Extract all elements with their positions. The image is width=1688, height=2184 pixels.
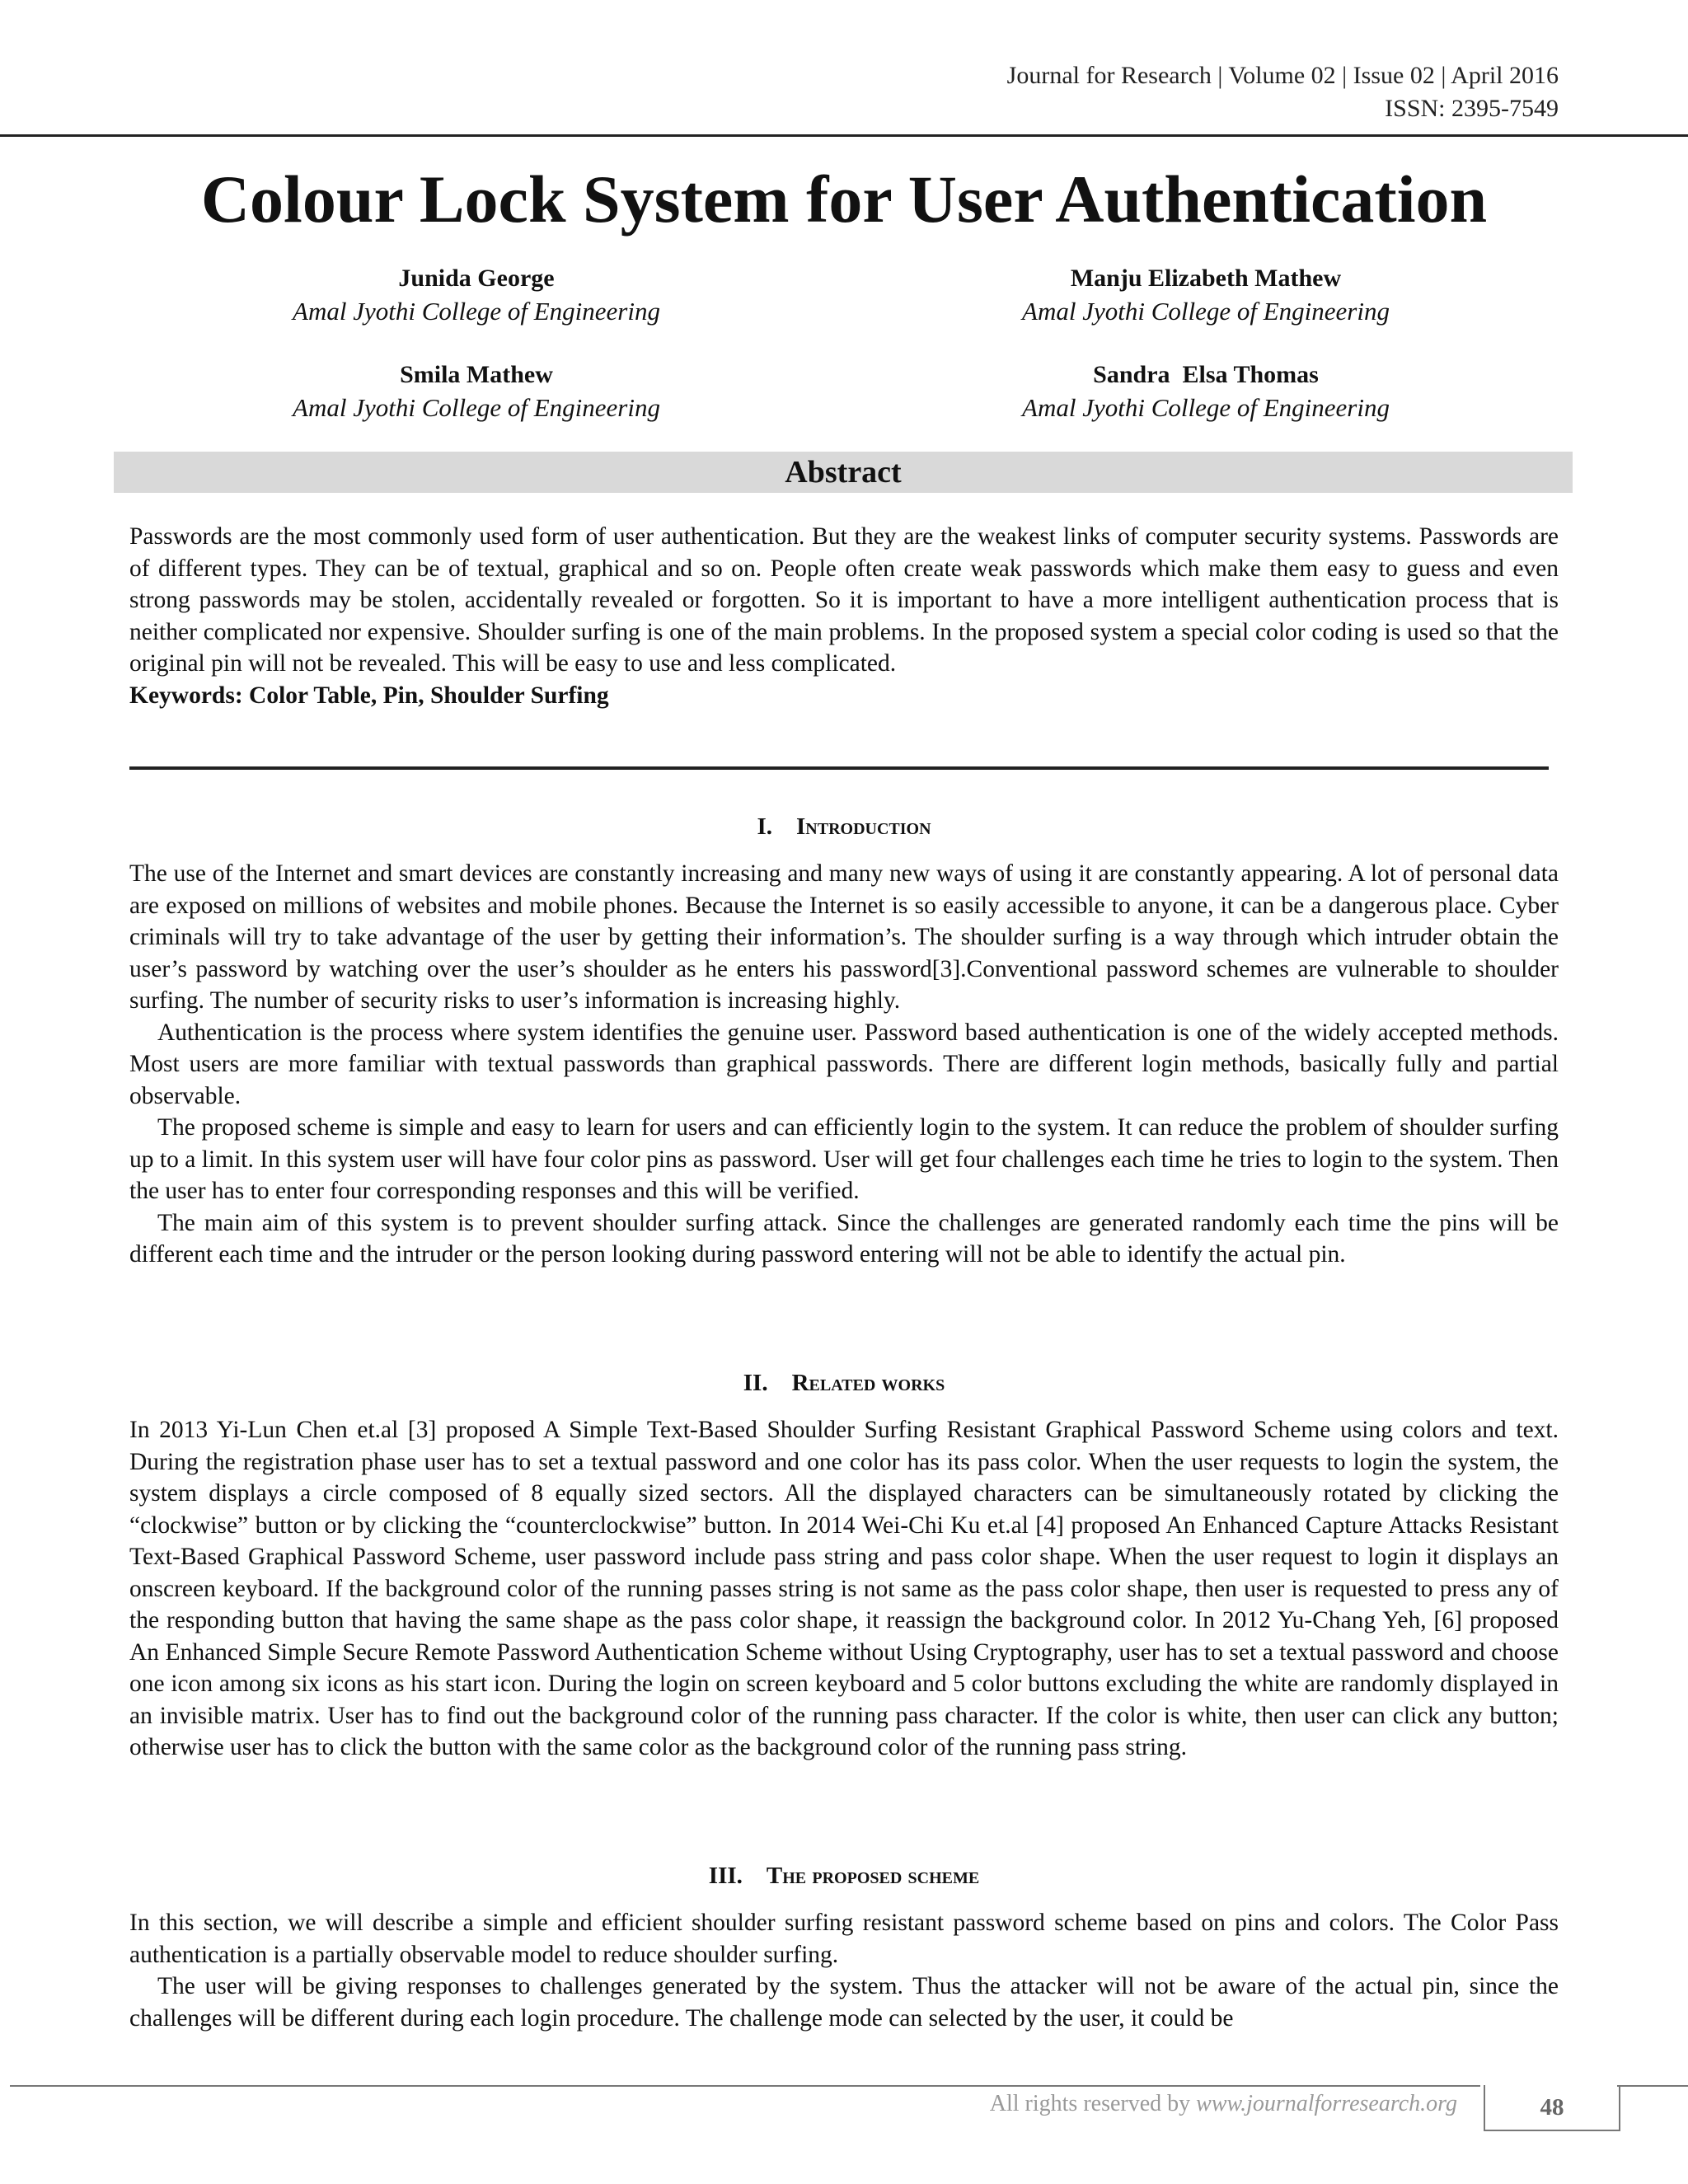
introduction-body xyxy=(129,858,1559,1271)
author-name: Manju Elizabeth Mathew xyxy=(1070,265,1342,292)
footer-rule xyxy=(10,2085,1480,2087)
section-title: The proposed scheme xyxy=(766,1863,980,1889)
footer-rights xyxy=(990,2088,1457,2120)
author-name: Junida George xyxy=(398,265,555,292)
paragraph: The user will be giving responses to challenges generated by the system. Thus the attacker will not be aware of the actual pin, since the challenges will be different during each login procedure. The challenge mode can selected by the user, it could be xyxy=(129,1973,1559,2032)
author-block xyxy=(917,359,1494,424)
journal-info xyxy=(1007,59,1559,125)
section-heading-proposed-scheme xyxy=(0,1860,1688,1891)
issn: ISSN: 2395-7549 xyxy=(1385,95,1559,122)
section-title: Introduction xyxy=(796,813,931,840)
author-affiliation: Amal Jyothi College of Engineering xyxy=(293,393,660,422)
section-heading-related-works xyxy=(0,1367,1688,1399)
author-block xyxy=(917,262,1494,328)
footer-rule-tail xyxy=(1617,2085,1688,2087)
abstract-body xyxy=(129,521,1559,711)
author-block xyxy=(188,359,765,424)
section-number: III. xyxy=(708,1863,743,1889)
paper-title: Colour Lock System for User Authentication xyxy=(200,162,1488,237)
author-name: Smila Mathew xyxy=(400,361,553,388)
author-affiliation: Amal Jyothi College of Engineering xyxy=(1022,393,1390,422)
author-name: Sandra Elsa Thomas xyxy=(1093,361,1319,388)
abstract-heading: Abstract xyxy=(114,452,1573,493)
paragraph: In this section, we will describe a simple and efficient shoulder surfing resistant password scheme based on pins and colors. The Color Pass authentication is a partially observable model to reduce shoulder surfing. xyxy=(129,1910,1559,1968)
abstract-divider xyxy=(129,766,1549,770)
paragraph: Authentication is the process where system identifies the genuine user. Password based authentication is one of the widely accepted methods. Most users are more familiar with textual passwords than graphical passwords. There are different login methods, basically fully and partial observable. xyxy=(129,1019,1559,1109)
keywords: Keywords: Color Table, Pin, Shoulder Surfing xyxy=(129,682,609,709)
paragraph: In 2013 Yi-Lun Chen et.al [3] proposed A Simple Text-Based Shoulder Surfing Resistant Graphical Password Scheme using colors and text. During the registration phase user has to set a textual password and one color has its pass color. When the user requests to login the system, the system displays a circle composed of 8 equally sized sectors. All the displayed characters can be simultaneously rotated by clicking the “clockwise” button or by clicking the “counterclockwise” button. In 2014 Wei-Chi Ku et.al [4] proposed An Enhanced Capture Attacks Resistant Text-Based Graphical Password Scheme, user password include pass string and pass color shape. When the user request to login it displays an onscreen keyboard. If the background color of the running passes string is not same as the pass color shape, then user is requested to press any of the responding button that having the same shape as the pass color shape, it reassign the background color. In 2012 Yu-Chang Yeh, [6] proposed An Enhanced Simple Secure Remote Password Authentication Scheme without Using Cryptography, user has to set a textual password and choose one icon among six icons as his start icon. During the login on screen keyboard and 5 color buttons excluding the white are randomly displayed in an invisible matrix. User has to find out the background color of the running pass character. If the color is white, then user can click any button; otherwise user has to click the button with the same color as the background color of the running pass string. xyxy=(129,1417,1559,1760)
header-rule xyxy=(0,134,1688,137)
abstract-text: Passwords are the most commonly used form of user authentication. But they are the weakest links of computer security systems. Passwords are of different types. They can be of textual, graphical and so on. People often create weak passwords which make them easy to guess and even strong passwords may be stolen, accidentally revealed or forgotten. So it is important to have a more intelligent authentication process that is neither complicated nor expensive. Shoulder surfing is one of the main problems. In the proposed system a special color coding is used so that the original pin will not be revealed. This will be easy to use and less complicated. xyxy=(129,523,1559,677)
journal-line: Journal for Research | Volume 02 | Issue 02 | April 2016 xyxy=(1006,62,1559,89)
section-title: Related works xyxy=(791,1370,945,1396)
rights-prefix: All rights reserved by xyxy=(989,2091,1197,2116)
journal-site-link[interactable]: www.journalforresearch.org xyxy=(1196,2091,1457,2116)
section-number: II. xyxy=(743,1370,768,1396)
related-works-body xyxy=(129,1414,1559,1764)
author-affiliation: Amal Jyothi College of Engineering xyxy=(293,297,660,326)
author-affiliation: Amal Jyothi College of Engineering xyxy=(1022,297,1390,326)
paragraph: The main aim of this system is to prevent shoulder surfing attack. Since the challenges are generated randomly each time the pins will be different each time and the intruder or the person looking during password entering will not be able to identify the actual pin. xyxy=(129,1209,1559,1268)
proposed-scheme-body xyxy=(129,1907,1559,2034)
section-number: I. xyxy=(757,813,772,840)
section-heading-introduction xyxy=(0,811,1688,842)
author-block xyxy=(188,262,765,328)
paragraph: The use of the Internet and smart devices are constantly increasing and many new ways of using it are constantly appearing. A lot of personal data are exposed on millions of websites and mobile phones. Because the Internet is so easily accessible to anyone, it can be a dangerous place. Cyber criminals will try to take advantage of the user by getting their information’s. The shoulder surfing is a way through which intruder obtain the user’s password by watching over the user’s shoulder as he enters his password[3].Conventional password schemes are vulnerable to shoulder surfing. The number of security risks to user’s information is increasing highly. xyxy=(129,860,1559,1014)
page-number: 48 xyxy=(1484,2085,1620,2131)
paragraph: The proposed scheme is simple and easy to learn for users and can efficiently login to the system. It can reduce the problem of shoulder surfing up to a limit. In this system user will have four color pins as password. User will get four challenges each time he tries to login to the system. Then the user has to enter four corresponding responses and this will be verified. xyxy=(129,1114,1559,1204)
